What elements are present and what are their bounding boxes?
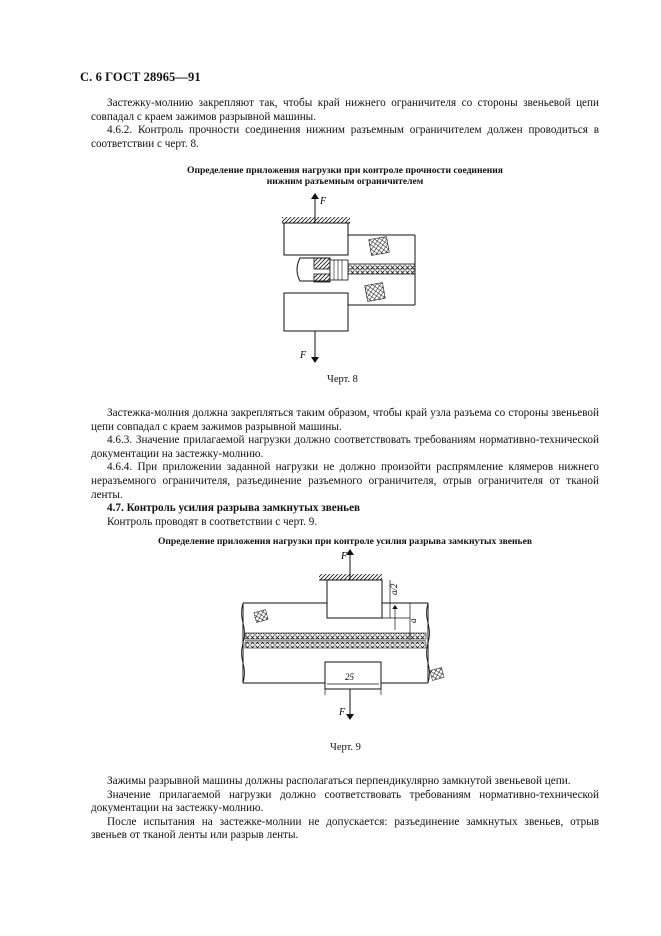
dimension-width: 25 [345,672,354,682]
figure-8-caption [91,165,599,187]
fabric-hatch [430,668,444,681]
paragraph: После испытания на застежке-молнии не допускается: разъединение замкнутых звеньев, отрыв звеньев от тканой ленты или разрыв ленты. [91,815,599,842]
paragraph: Застежка-молния должна закрепляться таким образом, чтобы край узла разъема со стороны звеньевой цепи совпадал с краем зажимов разрывной машины. [91,407,599,433]
force-label-top: F [341,551,348,562]
upper-clamp [284,223,348,255]
paragraph: Контроль проводят в соответствии с черт. 9. [107,515,318,528]
paragraph: Зажимы разрывной машины должны располагаться перпендикулярно замкнутой звеньевой цепи. [107,775,571,787]
fabric-hatch [369,237,390,256]
figure-9-label: Черт. 9 [330,742,361,753]
top-support-hatch [319,574,382,580]
fabric-hatch [365,283,386,302]
force-label-bottom: F [339,707,346,718]
zipper-links [245,642,426,648]
zipper-links [245,633,426,639]
caption-line: нижним разъемным ограничителем [266,176,424,187]
text-block-1 [91,97,599,151]
force-label-top: F [320,196,327,207]
paragraph: Значение прилагаемой нагрузки должно соответствовать требованиям нормативно-технической документации на застежку-молнию. [91,788,599,815]
caption-line: Определение приложения нагрузки при контроле усилия разрыва замкнутых звеньев [157,536,533,547]
figure-8-label: Черт. 8 [327,374,358,385]
text-block-3 [91,775,599,843]
figure-8-drawing [270,190,430,370]
dimension-a: a [408,618,418,623]
figure-9-drawing [235,545,465,725]
top-support-hatch [282,217,350,223]
page-header: С. 6 ГОСТ 28965—91 [80,70,201,84]
upper-clamp [327,580,382,618]
force-label-bottom: F [300,350,307,361]
text-block-2 [91,407,599,529]
paragraph: 4.6.3. Значение прилагаемой нагрузки должно соответствовать требованиям нормативно-технической документации на застежку-молнию. [91,434,599,460]
dimension-half-a: a/2 [389,583,399,595]
paragraph: 4.6.2. Контроль прочности соединения нижним разъемным ограничителем должен проводиться в соответствии с черт. 8. [91,124,599,150]
paragraph: 4.6.4. При приложении заданной нагрузки не должно произойти распрямление клямеров нижнего неразъемного ограничителя, разъединение разъемного ограничителя, отрыв ограничителя от тканой ленты. [91,461,599,501]
section-heading: 4.7. Контроль усилия разрыва замкнутых звеньев [107,502,361,515]
paragraph: Застежку-молнию закрепляют так, чтобы край нижнего ограничителя со стороны звеньевой цепи совпадал с краем зажимов разрывной машины. [91,97,599,123]
lower-clamp [284,293,348,331]
fabric-hatch [254,610,268,623]
caption-line: Определение приложения нагрузки при контроле прочности соединения [186,165,503,176]
